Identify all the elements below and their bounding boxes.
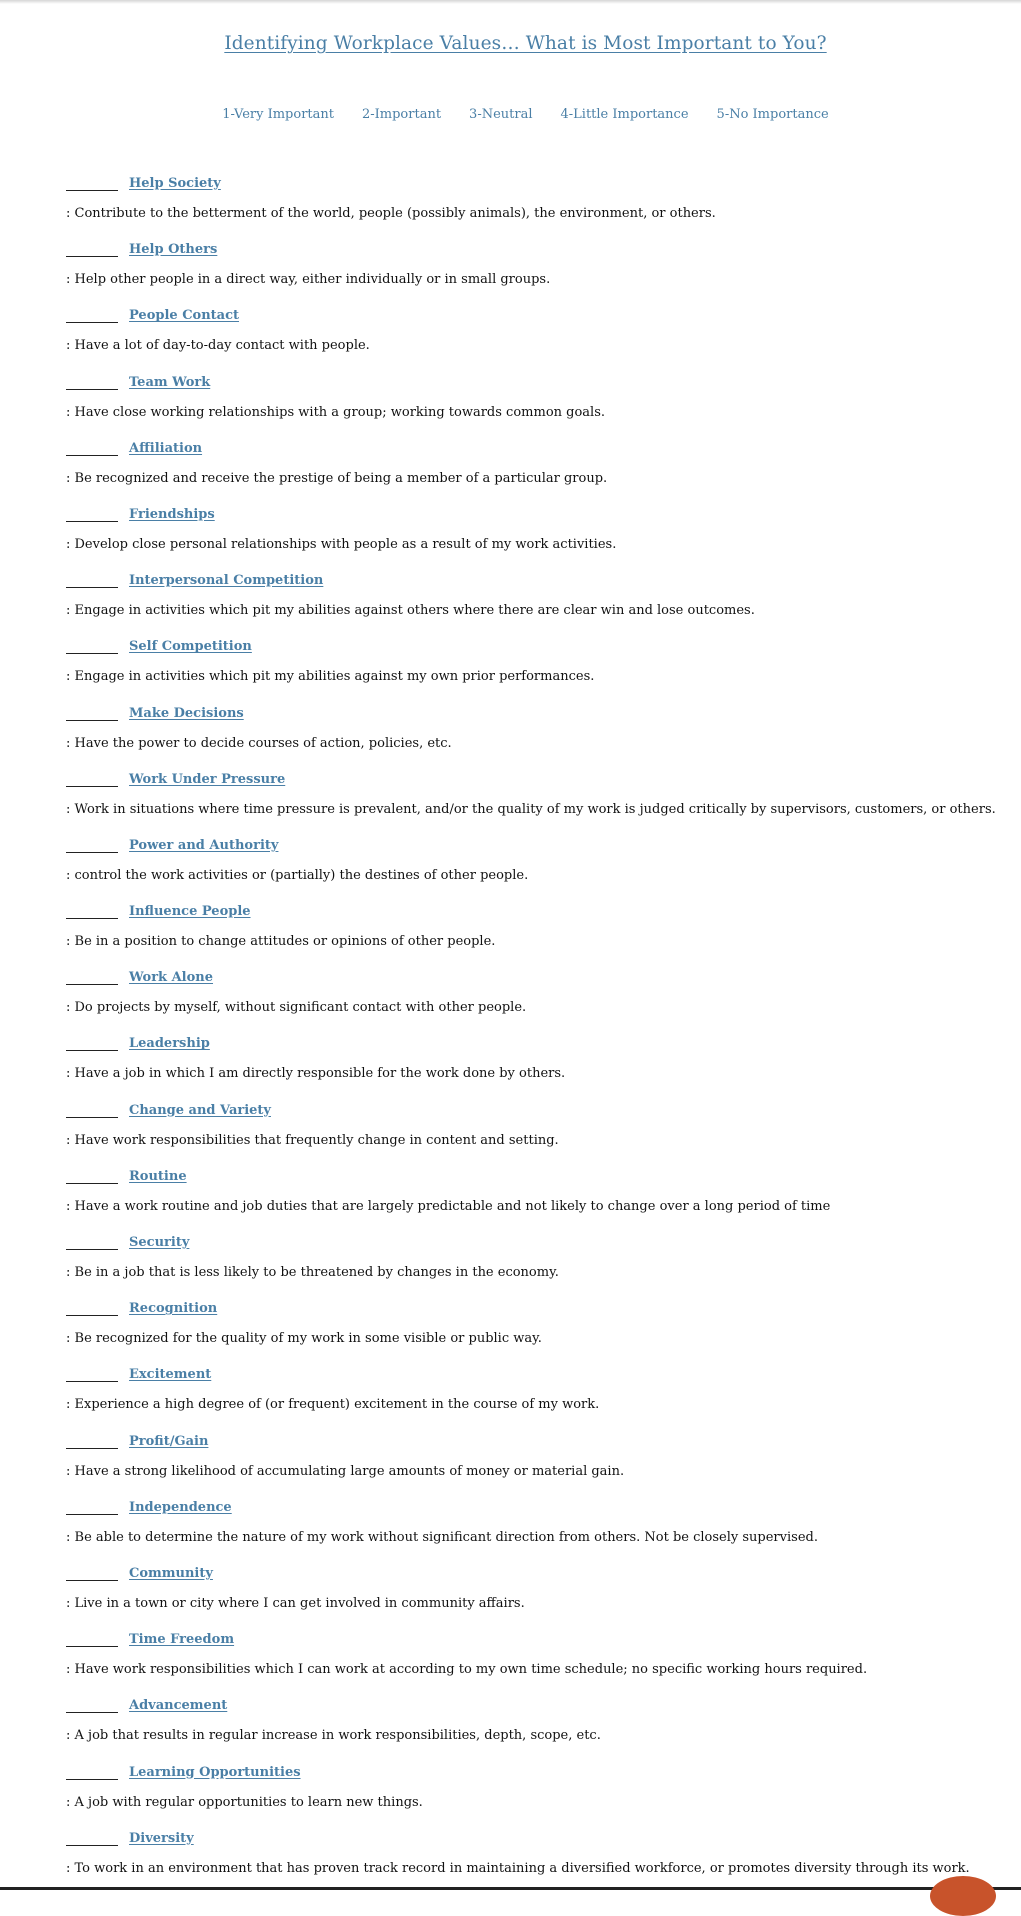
value-name-link[interactable]: Profit/Gain xyxy=(129,1433,209,1449)
value-entry xyxy=(66,832,1006,898)
value-entry-header xyxy=(66,1431,208,1449)
value-entry xyxy=(66,1030,1006,1096)
value-entry-header xyxy=(66,1100,271,1118)
value-entry-header xyxy=(66,173,221,191)
value-name-link[interactable]: Work Under Pressure xyxy=(129,771,286,787)
floating-action-badge[interactable] xyxy=(930,1876,996,1916)
value-description: : Have a work routine and job duties that are largely predictable and not likely to change over a long period of time xyxy=(66,1198,831,1214)
rating-blank[interactable] xyxy=(66,838,118,853)
value-name-link[interactable]: Advancement xyxy=(129,1698,228,1714)
value-entry-header xyxy=(66,1629,234,1647)
value-entry-header xyxy=(66,1828,194,1846)
value-description: : A job that results in regular increase in work responsibilities, depth, scope, etc. xyxy=(66,1728,601,1744)
rating-blank[interactable] xyxy=(66,1169,118,1184)
value-description: : Experience a high degree of (or frequent) excitement in the course of my work. xyxy=(66,1397,600,1413)
value-name-link[interactable]: Make Decisions xyxy=(129,705,244,721)
rating-blank[interactable] xyxy=(66,1698,118,1713)
value-description: : Contribute to the betterment of the world, people (possibly animals), the environment, or others. xyxy=(66,206,716,221)
value-description: : To work in an environment that has proven track record in maintaining a diversified workforce, or promotes diversity through its work. xyxy=(66,1860,970,1876)
value-entry xyxy=(66,766,1006,832)
value-entry xyxy=(66,435,1006,501)
values-list xyxy=(66,170,1006,1891)
value-description: : Do projects by myself, without significant contact with other people. xyxy=(66,1000,527,1016)
scale-item-1: 1-Very Important xyxy=(222,107,334,122)
value-entry-header xyxy=(66,570,323,588)
scale-item-2: 2-Important xyxy=(361,107,442,122)
value-name-link[interactable]: Routine xyxy=(129,1168,187,1184)
value-description: : control the work activities or (partially) the destines of other people. xyxy=(66,867,529,883)
rating-blank[interactable] xyxy=(66,507,118,522)
value-name-link[interactable]: Help Society xyxy=(129,176,221,191)
value-entry-header xyxy=(66,1166,187,1184)
value-entry xyxy=(66,302,1006,368)
value-name-link[interactable]: Affiliation xyxy=(129,440,203,456)
value-description: : Engage in activities which pit my abilities against others where there are clear win and lose outcomes. xyxy=(66,603,755,619)
value-entry-header xyxy=(66,1497,232,1515)
value-entry-header xyxy=(66,504,215,522)
value-entry xyxy=(66,1692,1006,1758)
value-name-link[interactable]: Community xyxy=(129,1565,213,1581)
value-description: : Have a lot of day-to-day contact with people. xyxy=(66,338,370,354)
value-entry xyxy=(66,1428,1006,1494)
value-name-link[interactable]: People Contact xyxy=(129,308,240,324)
value-entry-header xyxy=(66,1762,301,1780)
value-entry xyxy=(66,1295,1006,1361)
value-entry xyxy=(66,369,1006,435)
value-entry xyxy=(66,700,1006,766)
value-entry-header xyxy=(66,1695,227,1713)
rating-blank[interactable] xyxy=(66,573,118,588)
value-entry-header xyxy=(66,901,251,919)
value-entry-header xyxy=(66,636,252,654)
value-description: : Have close working relationships with a group; working towards common goals. xyxy=(66,404,606,420)
value-entry xyxy=(66,501,1006,567)
rating-blank[interactable] xyxy=(66,1434,118,1449)
scale-item-4: 4-Little Importance xyxy=(560,107,689,122)
value-entry-header xyxy=(66,703,244,721)
value-description: : Have work responsibilities which I can work at according to my own time schedule; no specific working hours required. xyxy=(66,1662,868,1678)
value-entry-header xyxy=(66,1033,210,1051)
scale-item-5: 5-No Importance xyxy=(716,107,829,122)
rating-blank[interactable] xyxy=(66,308,118,323)
rating-blank[interactable] xyxy=(66,1235,118,1250)
rating-blank[interactable] xyxy=(66,1500,118,1515)
value-name-link[interactable]: Change and Variety xyxy=(129,1102,271,1118)
value-entry xyxy=(66,236,1006,302)
value-name-link[interactable]: Time Freedom xyxy=(129,1632,235,1648)
value-entry-header xyxy=(66,1232,189,1250)
page-title: Identifying Workplace Values… What is Most Important to You? xyxy=(224,33,827,54)
value-name-link[interactable]: Diversity xyxy=(129,1830,194,1846)
rating-blank[interactable] xyxy=(66,176,118,191)
value-description: : Have the power to decide courses of action, policies, etc. xyxy=(66,735,452,751)
value-name-link[interactable]: Power and Authority xyxy=(129,837,279,853)
rating-blank[interactable] xyxy=(66,1301,118,1316)
value-entry xyxy=(66,1097,1006,1163)
value-description: : A job with regular opportunities to learn new things. xyxy=(66,1794,423,1810)
value-description: : Have work responsibilities that frequently change in content and setting. xyxy=(66,1132,559,1148)
value-entry-header xyxy=(66,835,278,853)
value-entry-header xyxy=(66,372,210,390)
rating-blank[interactable] xyxy=(66,375,118,390)
rating-scale xyxy=(0,107,1021,122)
value-entry xyxy=(66,1361,1006,1427)
value-entry-header xyxy=(66,438,202,456)
rating-blank[interactable] xyxy=(66,639,118,654)
value-entry xyxy=(66,1229,1006,1295)
value-description: : Have a strong likelihood of accumulating large amounts of money or material gain. xyxy=(66,1463,625,1479)
value-entry xyxy=(66,1626,1006,1692)
rating-blank[interactable] xyxy=(66,1566,118,1581)
value-name-link[interactable]: Security xyxy=(129,1235,190,1250)
value-entry-header xyxy=(66,1563,213,1581)
value-entry xyxy=(66,1494,1006,1560)
value-entry-header xyxy=(66,1298,217,1316)
value-description: : Be in a position to change attitudes or opinions of other people. xyxy=(66,934,496,950)
value-name-link[interactable]: Independence xyxy=(129,1499,232,1515)
value-entry-header xyxy=(66,1364,211,1382)
value-description: : Be able to determine the nature of my work without significant direction from others. Not be closely supervised. xyxy=(66,1529,818,1545)
value-description: : Work in situations where time pressure is prevalent, and/or the quality of my work is judged critically by supervisors, customers, or others. xyxy=(66,801,996,817)
value-entry xyxy=(66,1560,1006,1626)
value-entry-header xyxy=(66,967,213,985)
value-entry-header xyxy=(66,305,239,323)
value-name-link[interactable]: Help Others xyxy=(129,242,218,258)
value-entry xyxy=(66,633,1006,699)
value-description: : Engage in activities which pit my abilities against my own prior performances. xyxy=(66,669,595,685)
rating-blank[interactable] xyxy=(66,1765,118,1780)
rating-blank[interactable] xyxy=(66,970,118,985)
value-description: : Be recognized and receive the prestige of being a member of a particular group. xyxy=(66,470,608,486)
rating-blank[interactable] xyxy=(66,1103,118,1118)
value-entry-header xyxy=(66,769,285,787)
value-entry xyxy=(66,170,1006,236)
value-entry xyxy=(66,964,1006,1030)
rating-blank[interactable] xyxy=(66,1036,118,1051)
value-description: : Be recognized for the quality of my work in some visible or public way. xyxy=(66,1331,542,1347)
rating-blank[interactable] xyxy=(66,706,118,721)
scale-item-3: 3-Neutral xyxy=(469,107,533,122)
top-shadow xyxy=(0,0,1021,4)
value-name-link[interactable]: Friendships xyxy=(129,506,215,522)
rating-blank[interactable] xyxy=(66,1831,118,1846)
value-entry xyxy=(66,567,1006,633)
value-description: : Help other people in a direct way, either individually or in small groups. xyxy=(66,272,551,288)
value-entry xyxy=(66,898,1006,964)
value-description: : Live in a town or city where I can get involved in community affairs. xyxy=(66,1595,525,1611)
value-entry-header xyxy=(66,239,217,257)
rating-blank[interactable] xyxy=(66,441,118,456)
value-name-link[interactable]: Team Work xyxy=(129,374,211,390)
value-description: : Develop close personal relationships with people as a result of my work activities. xyxy=(66,536,617,552)
rating-blank[interactable] xyxy=(66,904,118,919)
rating-blank[interactable] xyxy=(66,1632,118,1647)
value-name-link[interactable]: Excitement xyxy=(129,1367,212,1383)
value-name-link[interactable]: Leadership xyxy=(129,1036,210,1052)
value-description: : Have a job in which I am directly responsible for the work done by others. xyxy=(66,1066,566,1082)
value-entry xyxy=(66,1163,1006,1229)
value-entry xyxy=(66,1825,1006,1891)
value-description: : Be in a job that is less likely to be threatened by changes in the economy. xyxy=(66,1265,559,1280)
value-name-link[interactable]: Self Competition xyxy=(129,639,252,655)
rating-blank[interactable] xyxy=(66,772,118,787)
value-name-link[interactable]: Work Alone xyxy=(129,970,214,986)
rating-blank[interactable] xyxy=(66,242,118,257)
value-name-link[interactable]: Learning Opportunities xyxy=(129,1764,301,1780)
rating-blank[interactable] xyxy=(66,1367,118,1382)
value-name-link[interactable]: Recognition xyxy=(129,1301,218,1317)
value-name-link[interactable]: Interpersonal Competition xyxy=(129,573,324,589)
value-name-link[interactable]: Influence People xyxy=(129,904,251,920)
value-entry xyxy=(66,1759,1006,1825)
